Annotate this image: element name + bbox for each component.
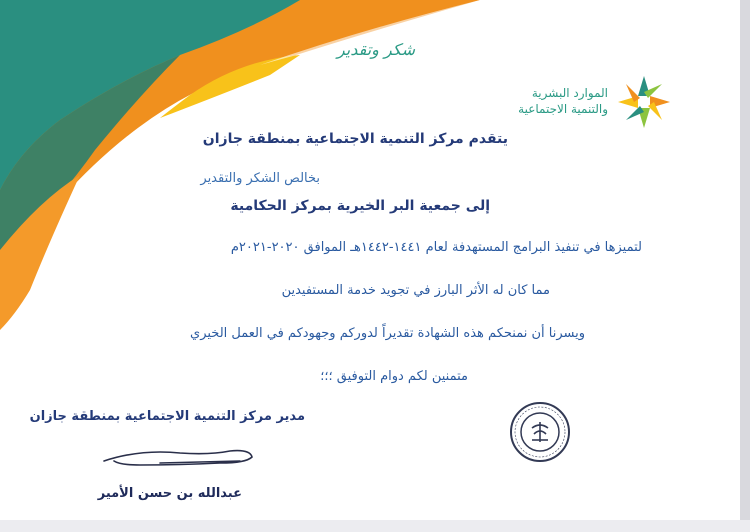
logo-line-1: الموارد البشرية: [531, 86, 608, 100]
page-edge-right: [740, 0, 750, 532]
certificate-line: ويسرنا أن نمنحكم هذه الشهادة تقديراً لدوركم وجهودكم في العمل الخيري: [190, 326, 585, 341]
signer-name: عبدالله بن حسن الأمير: [97, 486, 242, 501]
presenter-line: يتقدم مركز التنمية الاجتماعية بمنطقة جازان: [202, 131, 508, 147]
official-seal-stamp: [508, 400, 572, 464]
logo-line-2: والتنمية الاجتماعية: [518, 102, 608, 116]
thanks-line: بخالص الشكر والتقدير: [200, 171, 320, 186]
ministry-logo: [500, 72, 680, 132]
handwritten-signature: [100, 443, 260, 473]
page-edge-bottom: [0, 520, 750, 532]
calligraphy-heading: شكر وتقدير: [336, 40, 416, 59]
wishes-line: متمنين لكم دوام التوفيق ؛؛؛: [320, 369, 468, 384]
programs-line: لتميزها في تنفيذ البرامج المستهدفة لعام ١٤٤١-١٤٤٢هـ الموافق ٢٠٢٠-٢٠٢١م: [230, 240, 642, 255]
ministry-star-icon: [610, 72, 680, 132]
signer-title: مدير مركز التنمية الاجتماعية بمنطقة جازان: [29, 409, 305, 424]
impact-line: مما كان له الأثر البارز في تجويد خدمة المستفيدين: [281, 283, 550, 298]
recipient-line: إلى جمعية البر الخيرية بمركز الحكامية: [230, 198, 490, 214]
